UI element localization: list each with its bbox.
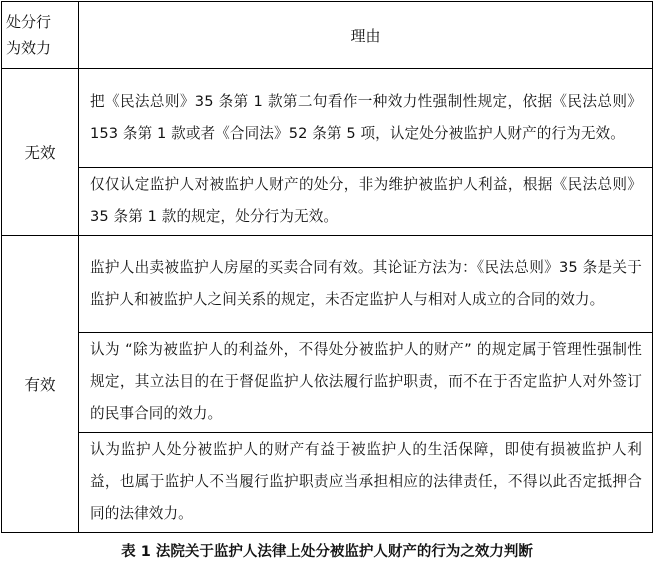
reason-cell: 认为 “除为被监护人的利益外，不得处分被监护人的财产” 的规定属于管理性强制性规定，其立法目的在于督促监护人依法履行监护职责，而不在于否定监护人对外签订的民事合同的效力。: [79, 333, 653, 433]
table-row: [2, 236, 653, 333]
table-row: [2, 333, 653, 433]
header-disposal-validity: [2, 2, 79, 69]
reason-cell: 监护人出卖被监护人房屋的买卖合同有效。其论证方法为：《民法总则》35 条是关于监护人和被监护人之间关系的规定，未否定监护人与相对人成立的合同的效力。: [79, 236, 653, 333]
reason-cell: 仅仅认定监护人对被监护人财产的处分，非为维护被监护人利益，根据《民法总则》35 条第 1 款的规定，处分行为无效。: [79, 168, 653, 236]
reason-cell: 把《民法总则》35 条第 1 款第二句看作一种效力性强制性规定，依据《民法总则》153 条第 1 款或者《合同法》52 条第 5 项，认定处分被监护人财产的行为无效。: [79, 69, 653, 168]
group-label-valid: 有效: [2, 236, 79, 533]
group-label-invalid: 无效: [2, 69, 79, 236]
header-reason: 理由: [79, 2, 653, 69]
table-row: [2, 69, 653, 168]
table-header-row: [2, 2, 653, 69]
table-caption: 表 1 法院关于监护人法律上处分被监护人财产的行为之效力判断: [121, 544, 533, 560]
table-row: [2, 433, 653, 533]
ruling-table: [1, 1, 653, 533]
header-disposal-validity-line1: 处分行: [6, 13, 52, 31]
table-row: [2, 168, 653, 236]
reason-cell: 认为监护人处分被监护人的财产有益于被监护人的生活保障，即使有损被监护人利益，也属于监护人不当履行监护职责应当承担相应的法律责任，不得以此否定抵押合同的法律效力。: [79, 433, 653, 533]
header-disposal-validity-line2: 为效力: [6, 39, 52, 57]
